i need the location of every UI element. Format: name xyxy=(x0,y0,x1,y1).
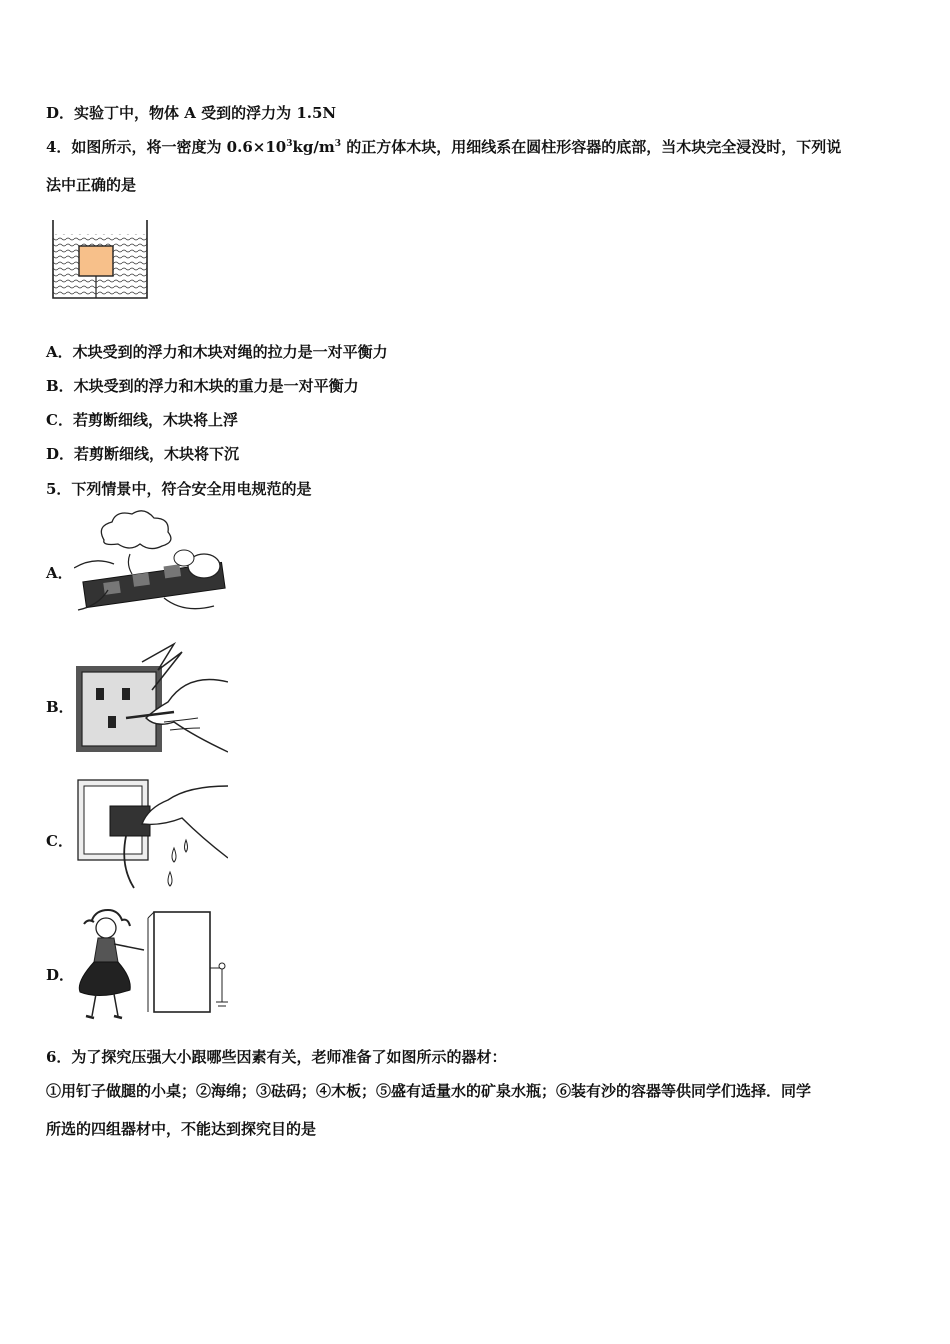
q4-stem xyxy=(46,136,841,157)
girl-top xyxy=(94,938,118,962)
q4-option-b: B．木块受到的浮力和木块的重力是一对平衡力 xyxy=(46,377,359,395)
water-drops xyxy=(172,840,188,862)
socket-metal-image xyxy=(74,642,228,754)
wood-block xyxy=(79,246,113,276)
q4-option-d: D．若剪断细线，木块将下沉 xyxy=(46,445,240,463)
girl-skirt xyxy=(79,962,130,996)
smoke-cloud xyxy=(101,511,171,549)
container-block-figure xyxy=(50,218,150,302)
q6-stem: 6．为了探究压强大小跟哪些因素有关，老师准备了如图所示的器材： xyxy=(46,1048,507,1066)
q4-sup1: 3 xyxy=(286,139,293,149)
q4-stem-b: kg/m xyxy=(292,138,335,156)
q5-stem: 5．下列情景中，符合安全用电规范的是 xyxy=(46,480,312,498)
girl-head xyxy=(96,918,116,938)
q5-label-b: B． xyxy=(46,698,74,716)
q4-stem-a: 4．如图所示，将一密度为 0.6×10 xyxy=(46,138,287,156)
girl-fridge-grounded-image xyxy=(74,908,234,1026)
q4-stem-line2: 法中正确的是 xyxy=(46,176,137,194)
socket-plate xyxy=(82,672,156,746)
q6-stem-line2: ①用钉子做腿的小桌；②海绵；③砝码；④木板；⑤盛有适量水的矿泉水瓶；⑥装有沙的容器等供同学们选择．同学 xyxy=(46,1082,812,1100)
q5-label-a: A． xyxy=(46,564,73,582)
q6-stem-line3: 所选的四组器材中，不能达到探究目的是 xyxy=(46,1120,317,1138)
q4-sup2: 3 xyxy=(334,139,341,149)
ground-wire xyxy=(210,968,228,1006)
q4-stem-c: 的正方体木块，用细线系在圆柱形容器的底部，当木块完全浸没时，下列说 xyxy=(340,138,842,156)
power-strip-smoke-image xyxy=(74,510,228,618)
q3-option-d: D．实验丁中，物体 A 受到的浮力为 1.5N xyxy=(46,104,337,122)
wet-hand-plug-image xyxy=(74,776,228,892)
q5-label-c: C． xyxy=(46,832,73,850)
refrigerator xyxy=(154,912,210,1012)
q4-option-c: C．若剪断细线，木块将上浮 xyxy=(46,411,238,429)
q4-option-a: A．木块受到的浮力和木块对绳的拉力是一对平衡力 xyxy=(46,343,388,361)
q5-label-d: D． xyxy=(46,966,75,984)
